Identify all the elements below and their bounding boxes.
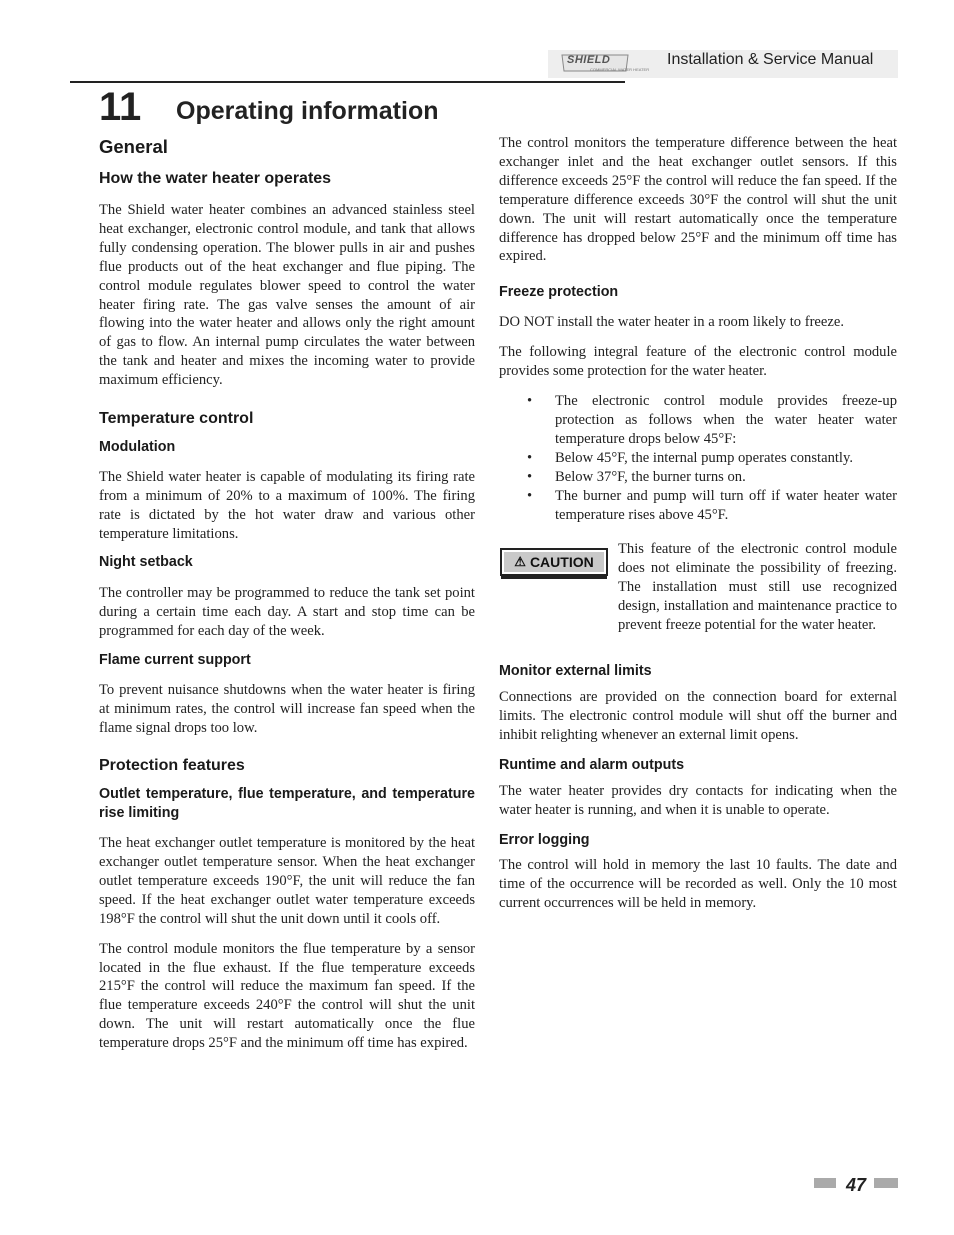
page-number: 47 xyxy=(845,1175,867,1195)
header-rule xyxy=(70,81,625,83)
heading-freeze-protection: Freeze protection xyxy=(499,284,619,301)
paragraph-flame-current-support: To prevent nuisance shutdowns when the water heater is firing at minimum rates, the control will increase fan speed when the flame signal drops too low. xyxy=(99,682,475,737)
heading-flame-current-support: Flame current support xyxy=(99,652,251,669)
heading-protection-features: Protection features xyxy=(99,757,245,775)
heading-outlet-temperature: Outlet temperature, flue temperature, and temperature rise limiting xyxy=(99,786,475,822)
paragraph-modulation: The Shield water heater is capable of modulating its firing rate from a minimum of 20% to a maximum of 100%. The firing rate is dictated by the hot water draw and various other temperature limitations. xyxy=(99,469,475,542)
paragraph-flue-temperature: The control module monitors the flue temperature by a sensor located in the flue exhaust. If the flue temperature exceeds 215°F the control will reduce the maximum fan speed. If the flue temperature exceeds 240°F the control will shut the unit down. The unit will restart automatically once the flue temperature drops 25°F and the minimum off time has expired. xyxy=(99,940,475,1052)
freeze-bullet-list xyxy=(499,392,897,524)
bullet-icon: • xyxy=(527,487,533,504)
heading-error-logging: Error logging xyxy=(499,831,590,848)
logo-subtext: COMMERCIAL WATER HEATER xyxy=(590,67,650,72)
heading-runtime-alarm-outputs: Runtime and alarm outputs xyxy=(499,757,685,774)
heading-monitor-external-limits: Monitor external limits xyxy=(499,663,652,680)
chapter-title: Operating information xyxy=(176,97,439,125)
logo-text: SHIELD xyxy=(567,54,611,66)
bullet-text: The burner and pump will turn off if water heater water temperature rises above 45°F. xyxy=(555,487,897,523)
heading-night-setback: Night setback xyxy=(99,553,193,570)
paragraph-freeze-warning: DO NOT install the water heater in a room likely to freeze. xyxy=(499,314,844,331)
caution-label: CAUTION xyxy=(529,554,594,571)
heading-how-it-operates: How the water heater operates xyxy=(99,170,332,187)
bullet-text: The electronic control module provides freeze-up protection as follows when the water heater water temperature drops below 45°F: xyxy=(555,393,897,447)
list-item xyxy=(499,487,897,525)
paragraph-freeze-feature: The following integral feature of the electronic control module provides some protection for the water heater. xyxy=(499,344,897,380)
caution-block xyxy=(499,540,897,656)
list-item xyxy=(499,449,897,468)
list-item xyxy=(499,392,897,449)
manual-title: Installation & Service Manual xyxy=(667,51,874,68)
paragraph-night-setback: The controller may be programmed to reduce the tank set point during a certain time each day. A start and stop time can be programmed for each day of the week. xyxy=(99,584,475,639)
right-column xyxy=(499,134,897,913)
paragraph-runtime-alarm-outputs: The water heater provides dry contacts for indicating when the water heater is running, and when it is unable to operate. xyxy=(499,783,897,819)
warning-triangle-icon: ⚠ xyxy=(514,554,526,570)
footer-bar-left xyxy=(814,1178,836,1188)
bullet-icon: • xyxy=(527,393,533,410)
chapter-number: 11 xyxy=(99,85,142,129)
bullet-text: Below 37°F, the burner turns on. xyxy=(555,468,746,485)
footer-bar-right xyxy=(874,1178,898,1188)
heading-temperature-control: Temperature control xyxy=(99,410,254,428)
paragraph-error-logging: The control will hold in memory the last 10 faults. The date and time of the occurrence will be recorded as well. Only the 10 most current occurrences will be held in memory. xyxy=(499,856,897,911)
caution-text: This feature of the electronic control module does not eliminate the possibility of freezing. The installation must still use recognized design, installation and maintenance practice to prevent freeze potential for the water heater. xyxy=(618,541,897,634)
paragraph-temperature-difference: The control monitors the temperature difference between the heat exchanger inlet and the heat exchanger outlet sensors. If this difference exceeds 25°F the control will reduce the fan speed. If the temperature difference exceeds 30°F the control will shut the unit down. The unit will restart automatically once the temperature difference has dropped below 25°F and the minimum off time has expired. xyxy=(499,135,897,265)
paragraph-how-it-operates: The Shield water heater combines an advanced stainless steel heat exchanger, electronic control module, and tank that allows fully condensing operation. The blower pulls in air and pushes flue products out of the heat exchanger and flue piping. The control module regulates blower speed to control the water heater firing rate. The gas valve senses the amount of air flowing into the water heater and allows only the right amount of gas to flow. An internal pump circulates the water between the tank and heater and mixes the incoming water to provide maximum efficiency. xyxy=(99,202,475,389)
list-item xyxy=(499,468,897,487)
bullet-icon: • xyxy=(527,449,533,466)
caution-badge xyxy=(500,548,608,576)
section-heading-general: General xyxy=(99,136,168,157)
bullet-icon: • xyxy=(527,468,533,485)
heading-modulation: Modulation xyxy=(99,439,176,456)
left-column xyxy=(99,134,475,1053)
bullet-text: Below 45°F, the internal pump operates constantly. xyxy=(555,449,853,466)
paragraph-monitor-external-limits: Connections are provided on the connection board for external limits. The electronic control module will shut off the burner and inhibit relighting whenever an external limit opens. xyxy=(499,689,897,744)
paragraph-outlet-temperature: The heat exchanger outlet temperature is monitored by the heat exchanger outlet temperature sensor. When the heat exchanger outlet temperature exceeds 190°F, the unit will reduce the fan speed. If the heat exchanger outlet water temperature exceeds 198°F the control will shut the unit down until it cools off. xyxy=(99,835,475,927)
